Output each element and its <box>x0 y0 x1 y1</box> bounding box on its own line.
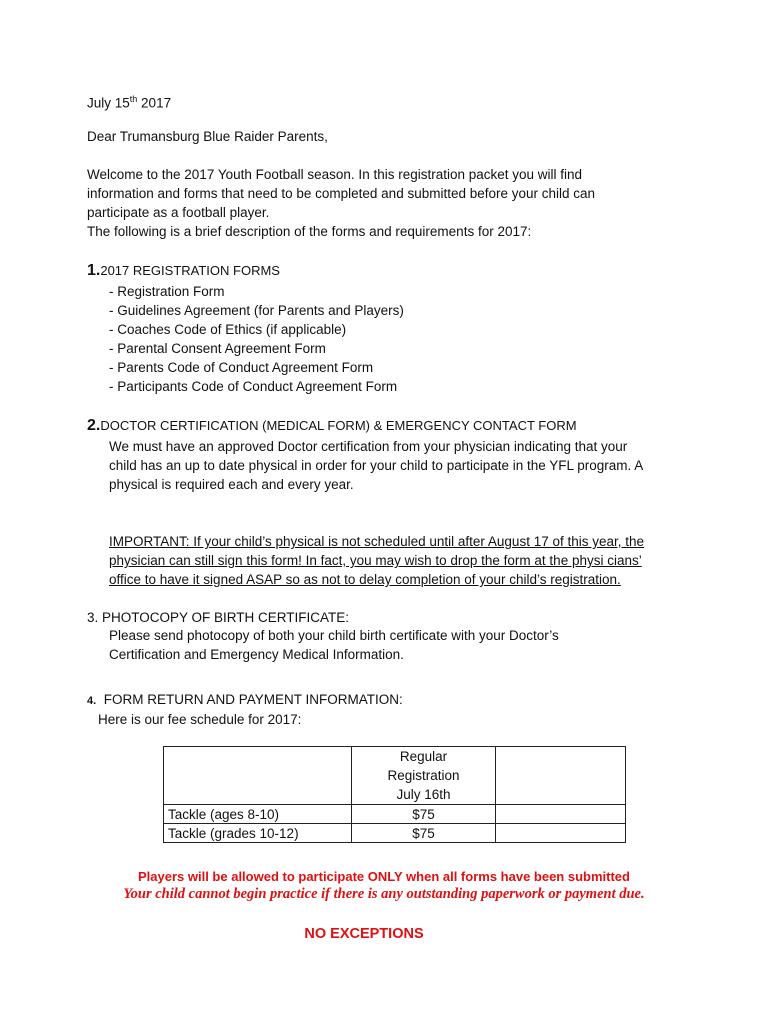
list-item: - Parents Code of Conduct Agreement Form <box>109 360 374 375</box>
section-1-heading: 1.2017 REGISTRATION FORMS <box>87 262 280 279</box>
section-3-body: Please send photocopy of both your child birth certificate with your Doctor’s <box>109 628 559 643</box>
table-header-row <box>164 747 626 805</box>
section-3-heading: 3. PHOTOCOPY OF BIRTH CERTIFICATE: <box>87 610 350 625</box>
intro-line: The following is a brief description of the forms and requirements for 2017: <box>87 224 532 239</box>
notice-line-1: Players will be allowed to participate ONLY when all forms have been submitted <box>138 869 630 884</box>
table-row <box>164 805 626 824</box>
section-2-body: child has an up to date physical in order for your child to participate in the YFL program. A <box>109 458 644 473</box>
header-line: Regular <box>399 749 448 764</box>
row-fee: $75 <box>352 805 496 824</box>
row-label: Tackle (grades 10-12) <box>164 824 352 843</box>
intro-line: information and forms that need to be completed and submitted before your child can <box>87 186 596 201</box>
section-2-heading: 2.DOCTOR CERTIFICATION (MEDICAL FORM) & EMERGENCY CONTACT FORM <box>87 417 577 434</box>
section-3-body: Certification and Emergency Medical Information. <box>109 647 404 662</box>
intro-line: participate as a football player. <box>87 205 270 220</box>
row-fee: $75 <box>352 824 496 843</box>
table-cell <box>496 747 626 805</box>
list-item: - Coaches Code of Ethics (if applicable) <box>109 322 347 337</box>
section-2-body: We must have an approved Doctor certification from your physician indicating that your <box>109 439 628 454</box>
important-note: physician can still sign this form! In fact, you may wish to drop the form at the physi cians’ <box>109 553 642 568</box>
table-cell <box>496 805 626 824</box>
list-item: - Registration Form <box>109 284 225 299</box>
important-note: IMPORTANT: If your child’s physical is not scheduled until after August 17 of this year, the <box>109 534 645 549</box>
notice-line-2: Your child cannot begin practice if there is any outstanding paperwork or payment due. <box>123 886 645 902</box>
list-item: - Guidelines Agreement (for Parents and Players) <box>109 303 404 318</box>
section-4-heading: 4. FORM RETURN AND PAYMENT INFORMATION: <box>87 692 403 707</box>
section-2-body: physical is required each and every year. <box>109 477 354 492</box>
table-header-cell <box>352 747 496 805</box>
no-exceptions: NO EXCEPTIONS <box>304 926 424 942</box>
greeting: Dear Trumansburg Blue Raider Parents, <box>87 129 328 144</box>
list-item: - Parental Consent Agreement Form <box>109 341 326 356</box>
header-line: July 16th <box>396 787 451 802</box>
important-note: office to have it signed ASAP so as not to delay completion of your child’s registration. <box>109 572 621 587</box>
section-4-body: Here is our fee schedule for 2017: <box>98 712 302 727</box>
letter-date: July 15th 2017 <box>87 94 172 111</box>
header-line: Registration <box>387 768 460 783</box>
row-label: Tackle (ages 8-10) <box>164 805 352 824</box>
intro-line: Welcome to the 2017 Youth Football season. In this registration packet you will find <box>87 167 583 182</box>
table-cell <box>164 747 352 805</box>
table-cell <box>496 824 626 843</box>
fee-schedule-table <box>163 746 626 843</box>
list-item: - Participants Code of Conduct Agreement Form <box>109 379 398 394</box>
table-row <box>164 824 626 843</box>
